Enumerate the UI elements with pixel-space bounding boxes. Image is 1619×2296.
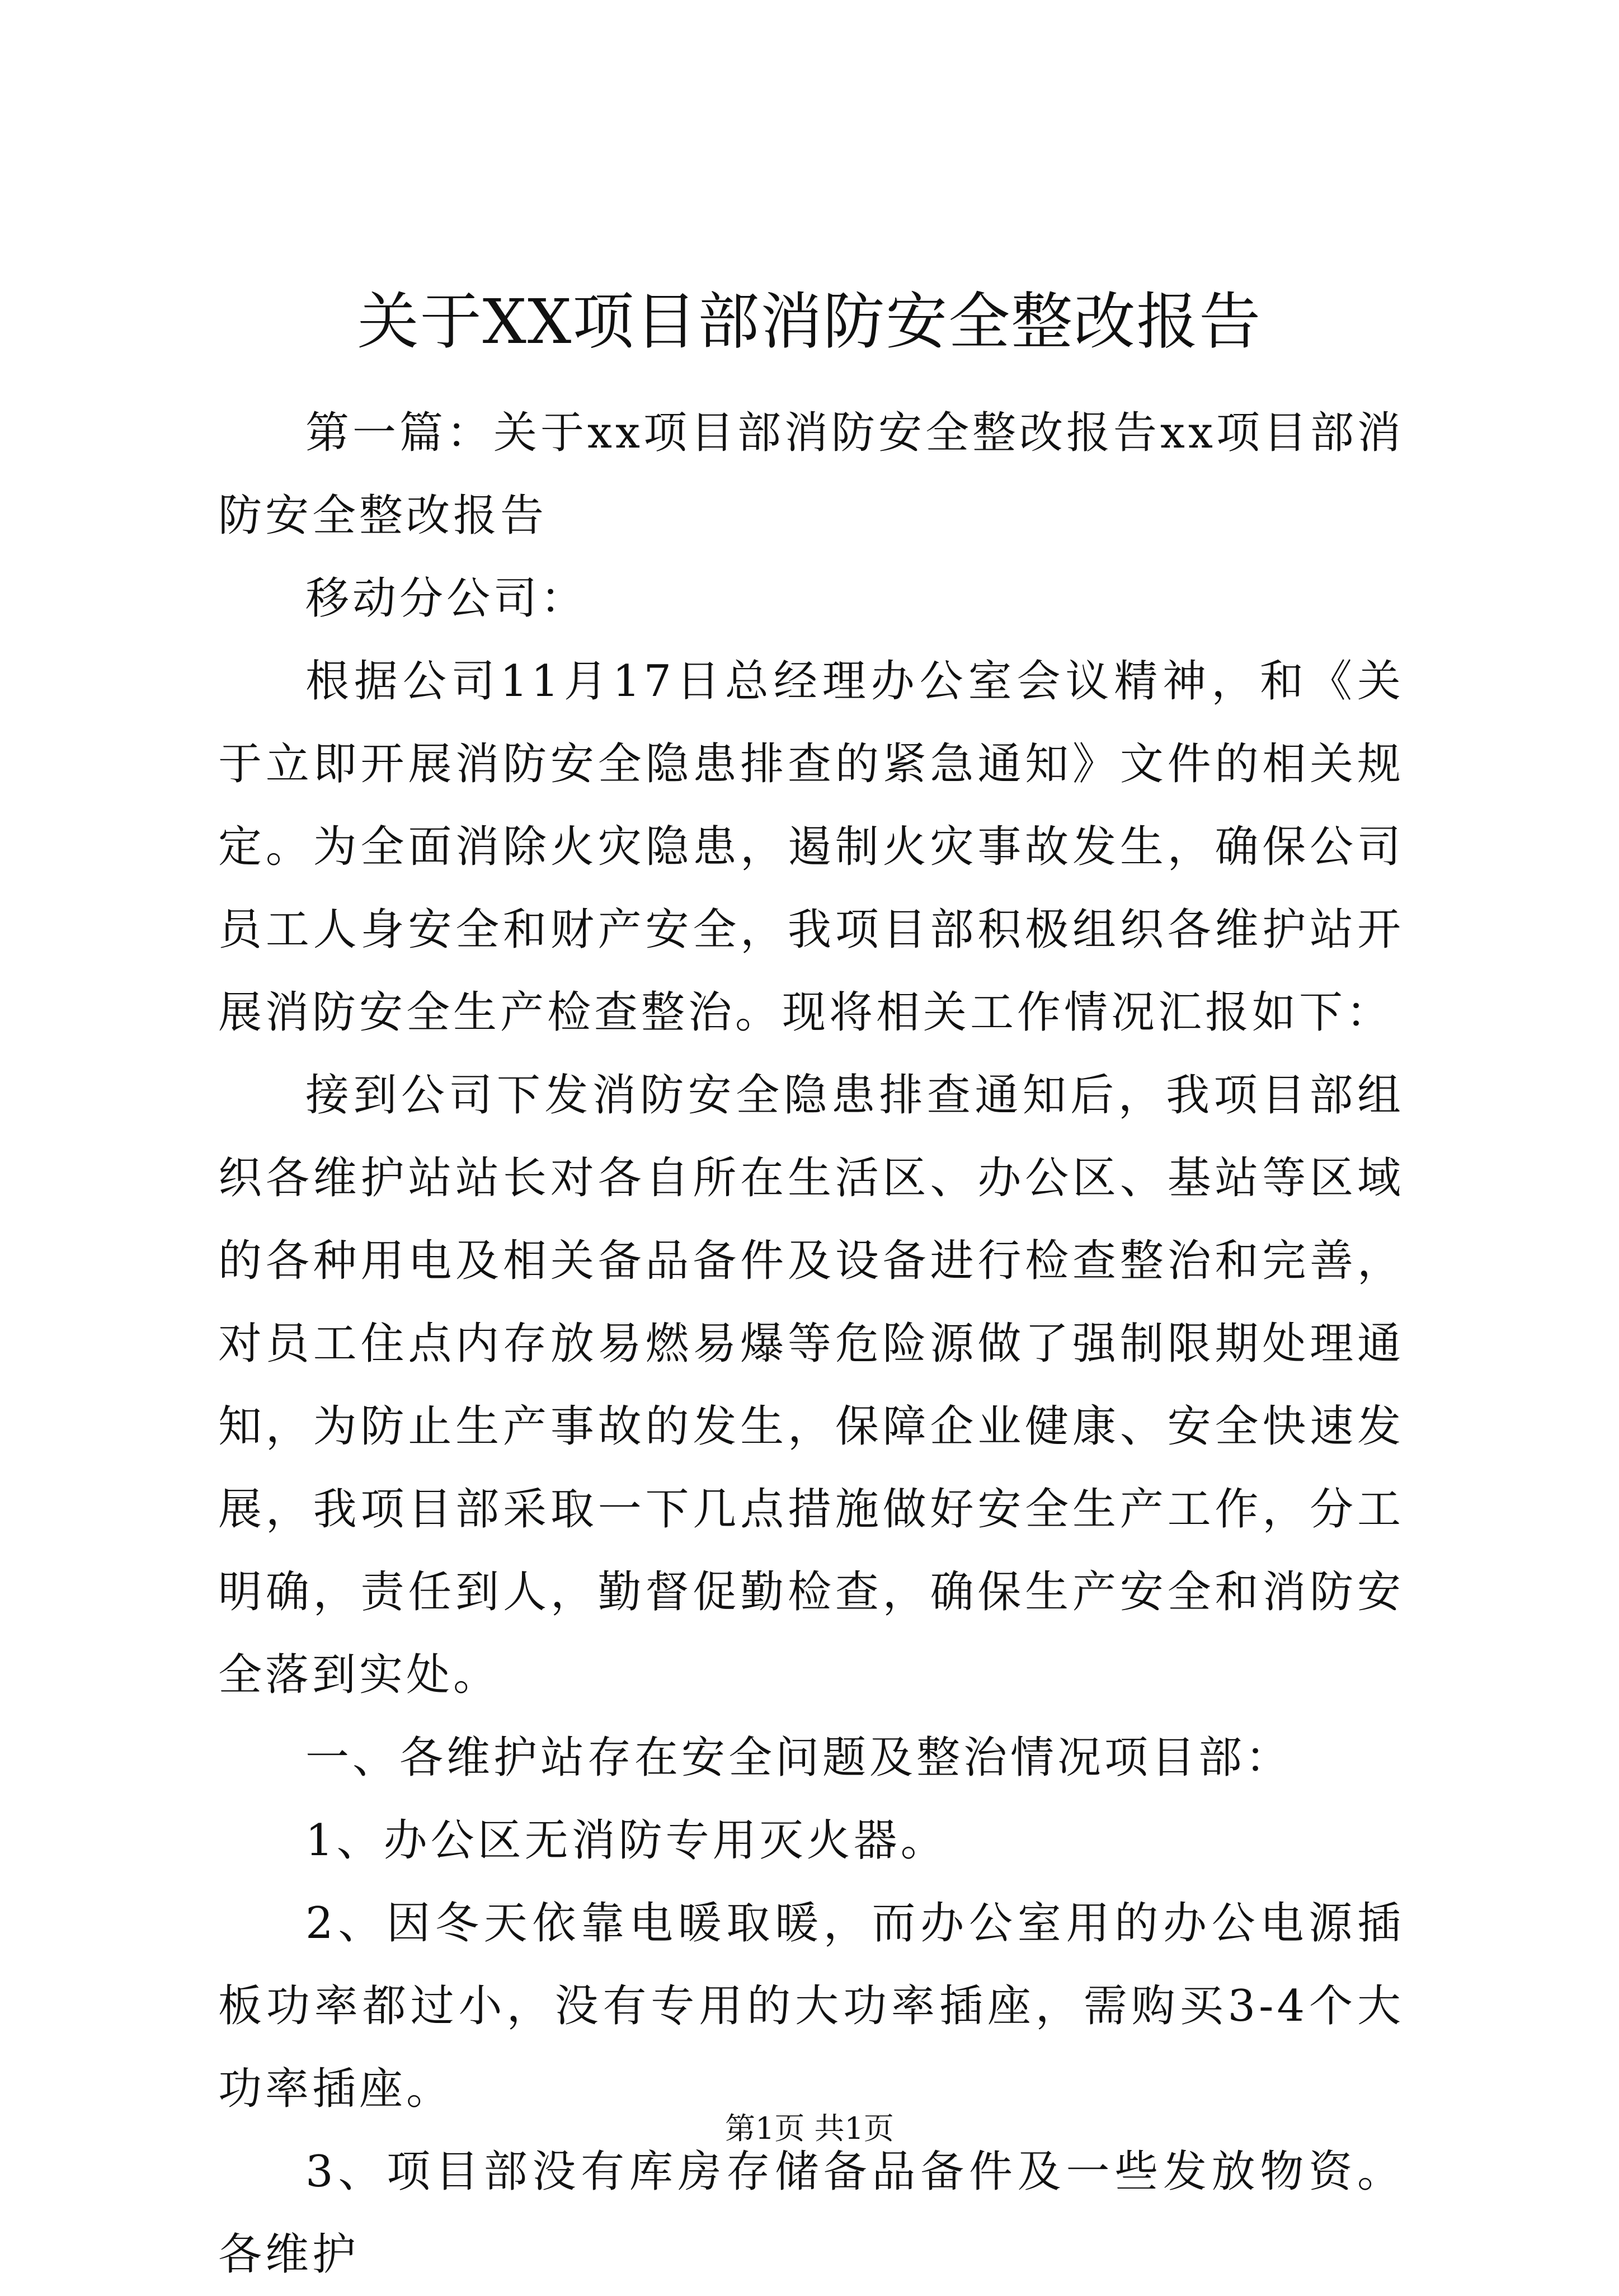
- paragraph-measures: 接到公司下发消防安全隐患排查通知后，我项目部组织各维护站站长对各自所在生活区、办公区、基站等区域的各种用电及相关备品备件及设备进行检查整治和完善，对员工住点内存放易燃易爆等危险源做了强制限期处理通知，为防止生产事故的发生，保障企业健康、安全快速发展，我项目部采取一下几点措施做好安全生产工作，分工明确，责任到人，勤督促勤检查，确保生产安全和消防安全落到实处。: [218, 1070, 1404, 1700]
- document-title: 关于XX项目部消防安全整改报告: [357, 286, 1262, 357]
- list-item: 2、因冬天依靠电暖取暖，而办公室用的办公电源插板功率都过小，没有专用的大功率插座，需购买3-4个大功率插座。: [218, 1898, 1404, 2114]
- section-heading: 一、各维护站存在安全问题及整治情况项目部：: [305, 1733, 1293, 1783]
- page-footer: 第1页 共1页: [725, 2111, 894, 2146]
- document-body: [218, 392, 1404, 2296]
- paragraph-heading: 第一篇：关于xx项目部消防安全整改报告xx项目部消防安全整改报告: [218, 408, 1404, 541]
- paragraph-intro: 根据公司11月17日总经理办公室会议精神，和《关于立即开展消防安全隐患排查的紧急通知》文件的相关规定。为全面消除火灾隐患，遏制火灾事故发生，确保公司员工人身安全和财产安全，我项目部积极组织各维护站开展消防安全生产检查整治。现将相关工作情况汇报如下：: [218, 656, 1404, 1038]
- list-item: 1、办公区无消防专用灭火器。: [305, 1815, 948, 1866]
- paragraph-salutation: 移动分公司：: [305, 573, 588, 624]
- list-item: 3、项目部没有库房存储备品备件及一些发放物资。各维护: [218, 2147, 1404, 2280]
